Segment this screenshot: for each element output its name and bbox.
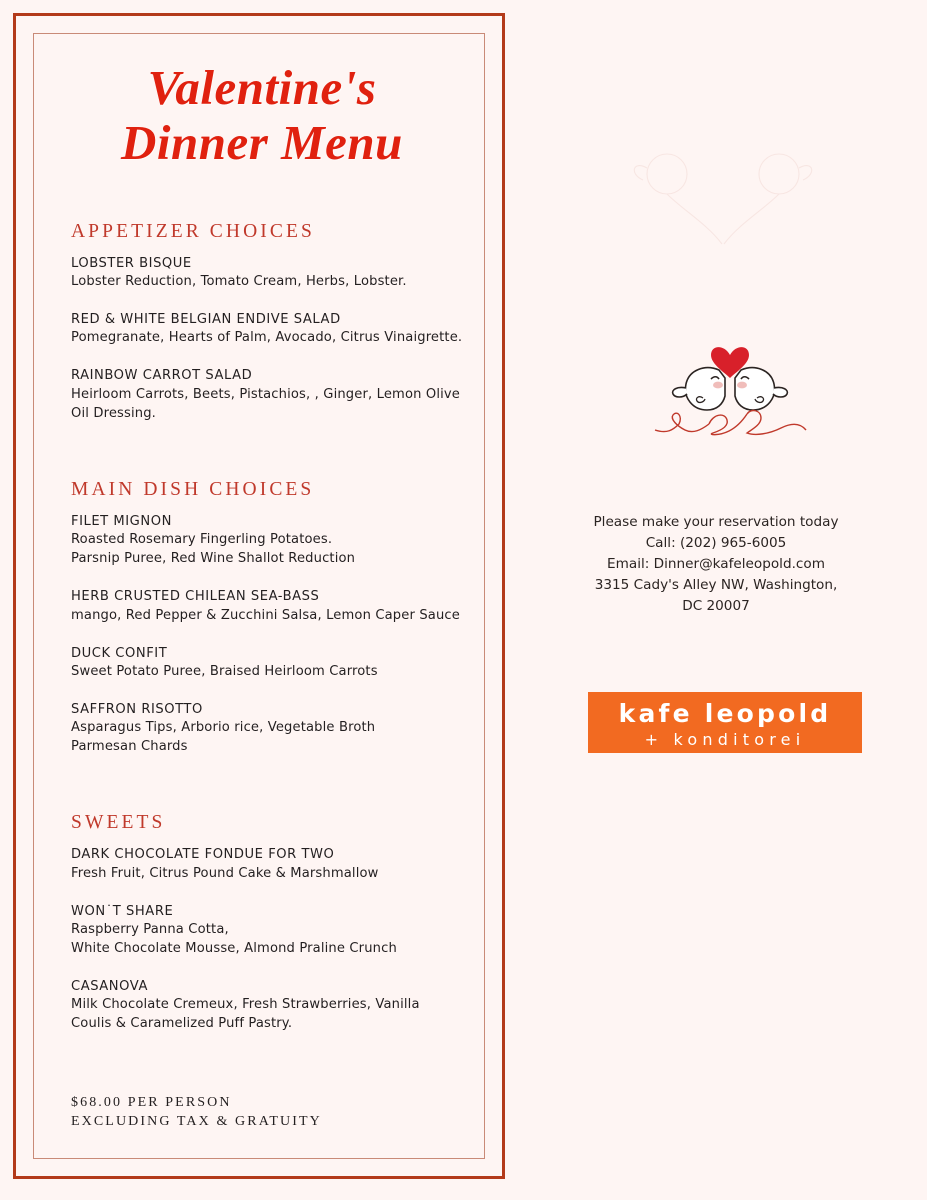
section-heading-appetizers: APPETIZER CHOICES: [71, 220, 315, 242]
menu-item: [71, 254, 465, 292]
price-per-person: $68.00 PER PERSON: [71, 1095, 232, 1111]
reservation-email[interactable]: Email: Dinner@kafeleopold.com: [607, 555, 825, 572]
menu-item: [71, 512, 465, 569]
menu-frame: [13, 13, 505, 1179]
menu-item-description-cont: Parsnip Puree, Red Wine Shallot Reduction: [71, 551, 356, 567]
logo-subtitle: + konditorei: [644, 730, 806, 749]
menu-content: [59, 61, 465, 1132]
menu-item-description: Sweet Potato Puree, Braised Heirloom Carrots: [71, 663, 378, 679]
hearts-divider-icon: [653, 400, 808, 442]
title-line-1: Valentine's: [147, 60, 377, 115]
menu-item-name: CASANOVA: [71, 978, 148, 994]
menu-item-description: Asparagus Tips, Arborio rice, Vegetable Broth: [71, 720, 376, 736]
menu-item-name: WON˙T SHARE: [71, 903, 174, 919]
right-column: [505, 0, 927, 1200]
sweets-item-list: [59, 845, 465, 1034]
main-dish-item-list: [59, 512, 465, 757]
page-title: [59, 61, 465, 171]
menu-item-name: SAFFRON RISOTTO: [71, 701, 203, 717]
menu-section-appetizers: [59, 221, 465, 424]
reservation-prompt: Please make your reservation today: [593, 514, 839, 530]
menu-item: [71, 977, 465, 1034]
reservation-info: [505, 512, 927, 617]
menu-item-description: mango, Red Pepper & Zucchini Salsa, Lemon Caper Sauce: [71, 607, 460, 623]
menu-item-description: Heirloom Carrots, Beets, Pistachios, , Ginger, Lemon Olive: [71, 386, 461, 402]
menu-item-name: RED & WHITE BELGIAN ENDIVE SALAD: [71, 312, 341, 328]
menu-item-description-cont: White Chocolate Mousse, Almond Praline Crunch: [71, 940, 397, 956]
menu-item: [71, 644, 465, 682]
menu-item-name: LOBSTER BISQUE: [71, 255, 192, 271]
menu-item: [71, 902, 465, 959]
menu-item-description: Lobster Reduction, Tomato Cream, Herbs, Lobster.: [71, 274, 407, 290]
menu-item: [71, 366, 465, 423]
price-tax-note: EXCLUDING TAX & GRATUITY: [71, 1114, 322, 1130]
menu-item-description: Milk Chocolate Cremeux, Fresh Strawberries, Vanilla: [71, 997, 420, 1013]
menu-section-sweets: [59, 812, 465, 1034]
section-heading-main-dishes: MAIN DISH CHOICES: [71, 478, 315, 500]
menu-item-name: DARK CHOCOLATE FONDUE FOR TWO: [71, 847, 335, 863]
menu-item-description: Raspberry Panna Cotta,: [71, 921, 229, 937]
price-footer: [71, 1094, 465, 1132]
kissing-birds-watermark-icon: [623, 140, 823, 250]
reservation-address-line2: DC 20007: [682, 597, 750, 614]
menu-item-name: RAINBOW CARROT SALAD: [71, 368, 253, 384]
menu-item-name: FILET MIGNON: [71, 513, 172, 529]
title-line-2: Dinner Menu: [121, 114, 403, 170]
menu-item: [71, 587, 465, 625]
logo-name: kafe leopold: [618, 699, 832, 728]
menu-item-description: Roasted Rosemary Fingerling Potatoes.: [71, 532, 333, 548]
menu-item: [71, 700, 465, 757]
menu-item-description-cont: Oil Dressing.: [71, 405, 156, 421]
appetizer-item-list: [59, 254, 465, 424]
menu-item-description: Fresh Fruit, Citrus Pound Cake & Marshmallow: [71, 865, 379, 881]
menu-item-name: DUCK CONFIT: [71, 645, 168, 661]
menu-section-main-dishes: [59, 479, 465, 757]
reservation-address-line1: 3315 Cady's Alley NW, Washington,: [594, 576, 838, 593]
menu-item-description: Pomegranate, Hearts of Palm, Avocado, Citrus Vinaigrette.: [71, 330, 463, 346]
kafe-leopold-logo: [588, 692, 862, 753]
section-heading-sweets: SWEETS: [71, 812, 166, 834]
reservation-phone[interactable]: Call: (202) 965-6005: [645, 534, 787, 551]
menu-item: [71, 310, 465, 348]
menu-item-description-cont: Coulis & Caramelized Puff Pastry.: [71, 1016, 293, 1032]
menu-item-description-cont: Parmesan Chards: [71, 739, 188, 755]
menu-item-name: HERB CRUSTED CHILEAN SEA-BASS: [71, 589, 320, 605]
menu-item: [71, 845, 465, 883]
